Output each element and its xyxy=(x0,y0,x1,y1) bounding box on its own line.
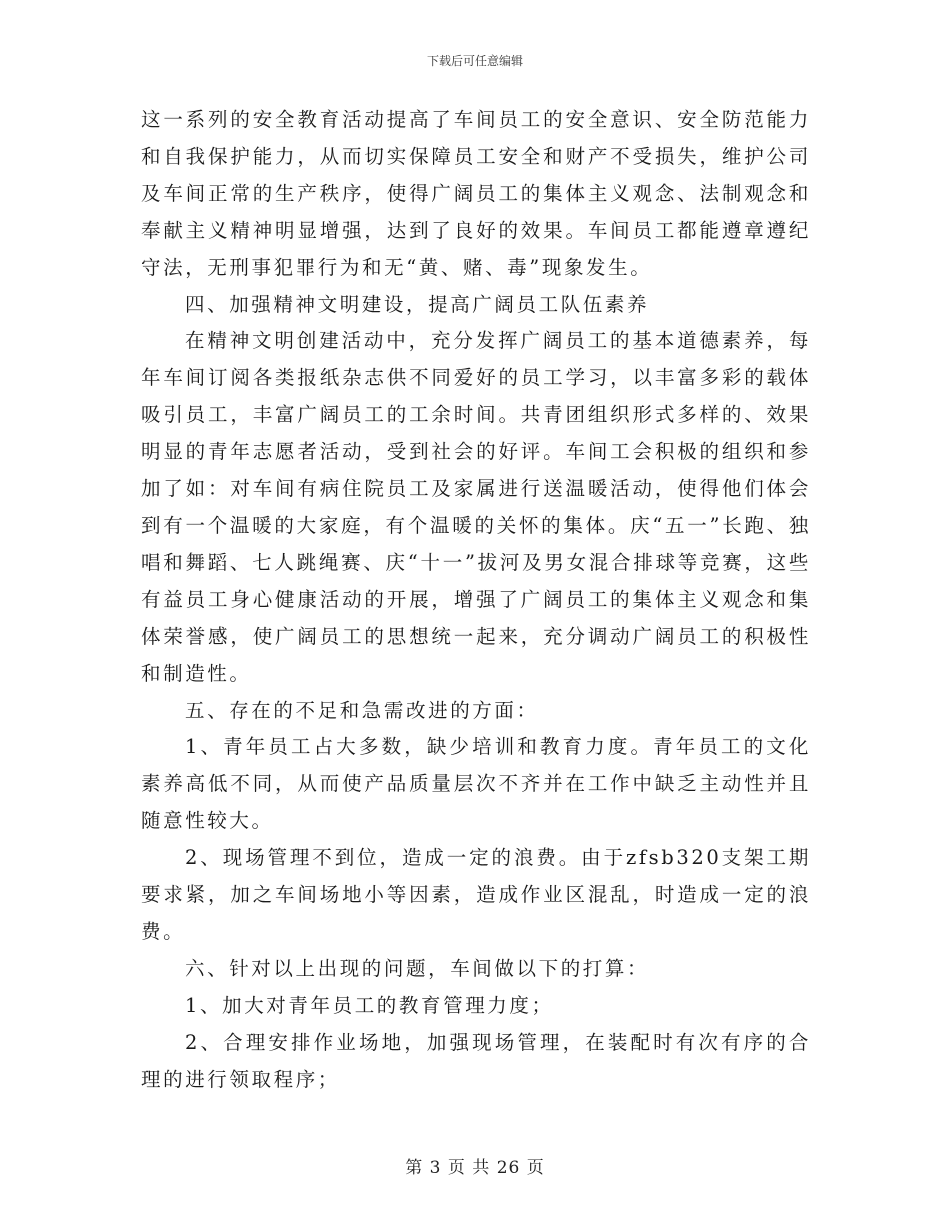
paragraph-spiritual-civilization: 在精神文明创建活动中，充分发挥广阔员工的基本道德素养，每年车间订阅各类报纸杂志供不同爱好的员工学习，以丰富多彩的载体吸引员工，丰富广阔员工的工余时间。共青团组织形式多样的、效果明显的青年志愿者活动，受到社会的好评。车间工会积极的组织和参加了如：对车间有病住院员工及家属进行送温暖活动，使得他们体会到有一个温暖的大家庭，有个温暖的关怀的集体。庆“五一”长跑、独唱和舞蹈、七人跳绳赛、庆“十一”拔河及男女混合排球等竞赛，这些有益员工身心健康活动的开展，增强了广阔员工的集体主义观念和集体荣誉感，使广阔员工的思想统一起来，充分调动广阔员工的积极性和制造性。 xyxy=(141,329,811,685)
section-heading-6: 六、针对以上出现的问题，车间做以下的打算： xyxy=(185,956,650,980)
section-heading-4: 四、加强精神文明建设，提高广阔员工队伍素养 xyxy=(185,292,650,316)
section-heading-5: 五、存在的不足和急需改进的方面： xyxy=(185,698,539,722)
paragraph-shortcoming-2: 2、现场管理不到位，造成一定的浪费。由于zfsb320支架工期要求紧，加之车间场地小等因素，造成作业区混乱，时造成一定的浪费。 xyxy=(141,846,811,943)
paragraph-safety-summary: 这一系列的安全教育活动提高了车间员工的安全意识、安全防范能力和自我保护能力，从而切实保障员工安全和财产不受损失，维护公司及车间正常的生产秩序，使得广阔员工的集体主义观念、法制观念和奉献主义精神明显增强，达到了良好的效果。车间员工都能遵章遵纪守法，无刑事犯罪行为和无“黄、赌、毒”现象发生。 xyxy=(141,108,811,279)
document-body xyxy=(141,102,811,1098)
paragraph-plan-1: 1、加大对青年员工的教育管理力度； xyxy=(185,993,554,1017)
page-header: 下载后可任意编辑 xyxy=(426,54,523,68)
paragraph-shortcoming-1: 1、青年员工占大多数，缺少培训和教育力度。青年员工的文化素养高低不同，从而使产品质量层次不齐并在工作中缺乏主动性并且随意性较大。 xyxy=(141,735,811,833)
page-footer: 第 3 页 共 26 页 xyxy=(405,1158,545,1178)
paragraph-plan-2: 2、合理安排作业场地，加强现场管理，在装配时有次有序的合理的进行领取程序； xyxy=(141,1030,811,1091)
